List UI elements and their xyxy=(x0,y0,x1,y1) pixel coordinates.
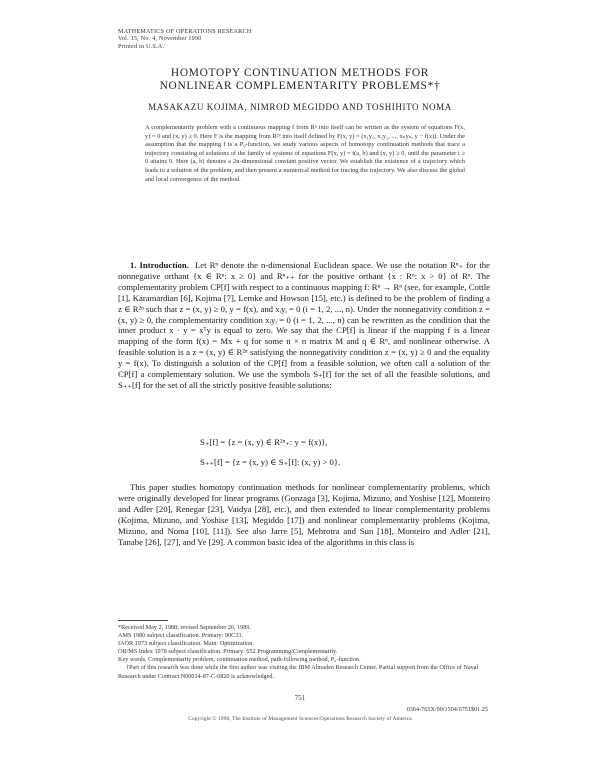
introduction-section xyxy=(118,260,490,391)
copyright-line: Copyright © 1990, The Institute of Management Sciences/Operations Research Society of America xyxy=(188,716,412,722)
paper-title-line-2: NONLINEAR COMPLEMENTARITY PROBLEMS*† xyxy=(159,80,441,92)
continuation-text xyxy=(118,482,490,548)
printed-line: Printed in U.S.A. xyxy=(118,42,165,50)
footnote-rule xyxy=(118,620,168,621)
footnote-iaor: IAOR 1973 subject classification. Main: Optimization. xyxy=(118,640,254,648)
footnote-ams: AMS 1980 subject classification. Primary: 90C33. xyxy=(118,632,243,640)
footnote-acknowledgement: †Part of this research was done while the first author was visiting the IBM Almaden Research Center. Partial support from the Office of Naval Research under Contract N00014-87-C-0820 is acknowledged. xyxy=(118,664,479,680)
running-header xyxy=(118,28,252,50)
equation-feasible-set: S₊[f] = {z = (x, y) ∈ R²ⁿ₊: y = f(x)}, xyxy=(200,437,328,447)
footnote-received: *Received May 2, 1988; revised September 26, 1989. xyxy=(118,624,252,631)
footnote-keywords: Key words. Complementarity problem, continuation method, path-following method, P₀-function. xyxy=(118,656,361,664)
section-heading: 1. Introduction. xyxy=(130,260,189,270)
footnote-orms: OR/MS Index 1978 subject classification. Primary: 652 Programming/Complementarity. xyxy=(118,648,338,656)
author-list: MASAKAZU KOJIMA, NIMROD MEGIDDO AND TOSHIHITO NOMA xyxy=(148,102,452,112)
abstract: A complementarity problem with a continuous mapping f from Rⁿ into itself can be written as the system of equations F(x, y) = 0 and (x, y) ≥ 0. Here F is the mapping from R²ⁿ into itself defined by F(x, y) = (x₁y₁, x₂y₂, ..., xₙyₙ, y − f(x)). Under the assumption that the mapping f is a P₀-function, we study various aspects of homotopy continuation methods that trace a trajectory consisting of solutions of the family of systems of equations F(x, y) = t(a, b) and (x, y) ≥ 0, until the parameter t ≥ 0 attains 0. Here (a, b) denotes a 2n-dimensional constant positive vector. We establish the existence of a trajectory which leads to a solution of the problem, and then present a numerical method for tracing the trajectory. We also discuss the global and local convergence of the method. xyxy=(145,124,465,183)
intro-paragraph-2: This paper studies homotopy continuation methods for nonlinear complementarity problems, which were originally developed for linear programs (Gonzaga [3], Kojima, Mizuno, and Yoshise [12], Monteiro and Adler [20], Renegar [23], Vaidya [28], etc.), and then extended to linear complementarity problems (Kojima, Mizuno, and Yoshise [13], Megiddo [17]) and nonlinear complementarity problems (Kojima, Mizuno, and Noma [10], [11]). See also Jarre [5], Mehrotra and Sun [18], Monteiro and Adler [21], Tanabe [26], [27], and Ye [29]. A common basic idea of the algorithms in this class is xyxy=(118,482,490,547)
intro-text: Let Rⁿ denote the n-dimensional Euclidean space. We use the notation Rⁿ₊ for the nonnegative orthant {x ∈ Rⁿ: x ≥ 0} and Rⁿ₊₊ for the positive orthant {x : Rⁿ: x > 0} of Rⁿ. The complementarity problem CP[f] with respect to a continuous mapping f: Rⁿ → Rⁿ (see, for example, Cottle [1], Karamardian [6], Kojima [7], Lemke and Howson [15], etc.) is defined to be the problem of finding a z ∈ R²ⁿ such that z = (x, y) ≥ 0, y = f(x), and xᵢyᵢ = 0 (i = 1, 2, ..., n). Under the nonnegativity condition z = (x, y) ≥ 0, the complementarity condition xᵢyᵢ = 0 (i = 1, 2, ..., n) can be rewritten as the condition that the inner product x · y = xᵀy is equal to zero. We say that the CP[f] is linear if the mapping f is a linear mapping of the form f(x) = Mx + q for some n × n matrix M and q ∈ Rⁿ, and nonlinear otherwise. A feasible solution is a z = (x, y) ∈ R²ⁿ satisfying the nonnegativity condition z = (x, y) ≥ 0 and the equality y = f(x). To distinguish a solution of the CP[f] from a feasible solution, we often call a solution of the CP[f] a complementary solution. We use the symbols S₊[f] for the set of all the feasible solutions, and S₊₊[f] for the set of all the strictly positive feasible solutions: xyxy=(118,260,491,390)
paper-title-line-1: HOMOTOPY CONTINUATION METHODS FOR xyxy=(170,67,430,79)
issn-code: 0364-765X/90/1504/0751$01.25 xyxy=(406,706,488,713)
intro-paragraph-1 xyxy=(118,260,490,391)
page-number: 751 xyxy=(294,694,306,702)
journal-name: MATHEMATICS OF OPERATIONS RESEARCH xyxy=(118,28,252,35)
equation-positive-set: S₊₊[f] = {z = (x, y) ∈ S₊[f]: (x, y) > 0}. xyxy=(200,457,341,467)
footnotes xyxy=(118,624,490,681)
volume-line: Vol. 15, No. 4, November 1990 xyxy=(118,35,202,43)
